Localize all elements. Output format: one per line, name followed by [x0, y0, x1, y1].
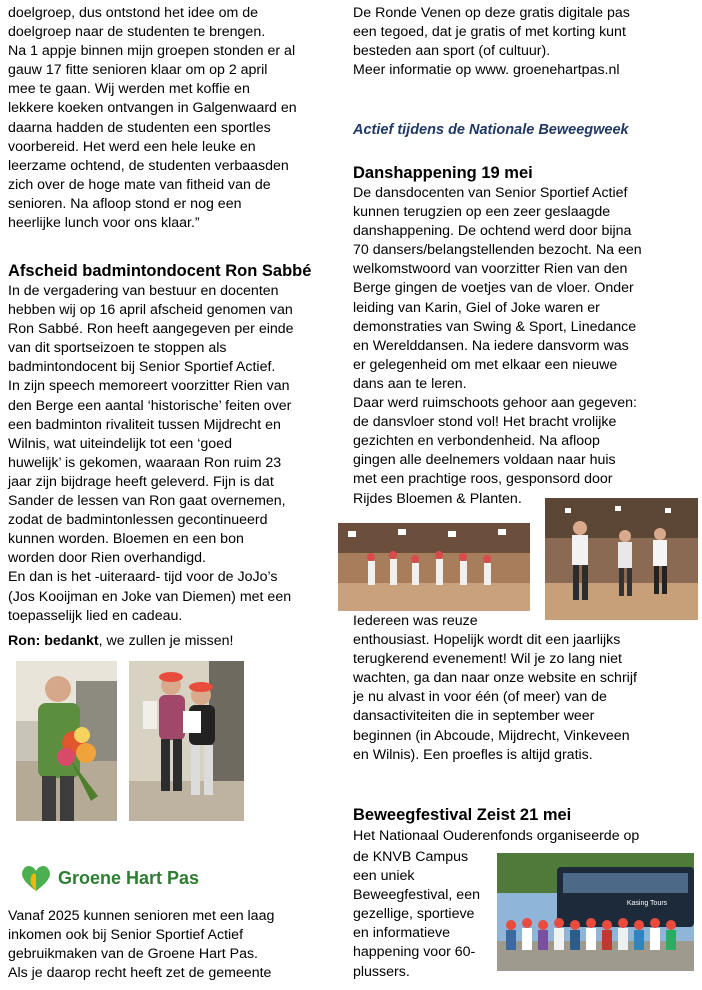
logo-text: Groene Hart Pas: [58, 867, 200, 888]
danshappening-paragraph: De dansdocenten van Senior Sportief Actief kunnen terugzien op een zeer geslaagde danshappening. De ochtend werd door bijna 70 dansers/belangstellenden bezocht. Na een welkomstwoord van voorzitter Rien van den Berge gingen de voetjes van de vloer. Onder leiding van Karin, Giel of Joke waren er demonstraties van Swing & Sport, Linedance en Werelddansen. Na iedere dansvorm was er gelegenheid om met elkaar een nieuwe dans aan te leren. Daar werd ruimschoots gehoor aan gegeven: de dansvloer stond vol! Het bracht vrolijke gezichten en verbondenheid. Na afloop gingen alle deelnemers voldaan naar huis met een prachtige roos, gesponsord door Rijdes Bloemen & Planten.: [353, 185, 642, 507]
photo-jojos: [129, 661, 244, 821]
groene-hart-pas-logo: [20, 864, 199, 892]
beweegweek-subheading: Actief tijdens de Nationale Beweegweek: [353, 122, 629, 138]
heart-logo-icon: [20, 864, 52, 892]
ghp-continued: De Ronde Venen op deze gratis digitale pas een tegoed, dat je gratis of met korting kunt besteden aan sport (of cultuur). Meer informatie op www. groenehartpas.nl: [353, 5, 630, 79]
bus-label: Kasing Tours: [626, 900, 668, 907]
closing-bold: Ron: bedankt: [8, 633, 99, 649]
intro-paragraph: doelgroep, dus ontstond het idee om de doelgroep naar de studenten te brengen. Na 1 appje binnen mijn groepen stonden er al gauw 17 fitte senioren klaar om op 2 april mee te gaan. Wij werden met koffie en lekkere koeken ontvangen in Galgenwaard en daarna hadden de studenten een sportles voorbereid. Het werd een hele leuke en leerzame ochtend, de studenten verbaasden zich over de hoge mate van fitheid van de senioren. Na afloop stond er nog een heerlijke lunch voor ons klaar.”: [8, 5, 297, 232]
closing-rest: , we zullen je missen!: [98, 633, 234, 649]
danshappening-paragraph-2: Iedereen was reuze enthousiast. Hopelijk wordt dit een jaarlijks terugkerend evenement! Wil je zo lang niet wachten, ga dan naar onze website en schrijf je nu alvast in voor één (of meer) van de dansactiviteiten die in september weer beginnen (in Abcoude, Mijdrecht, Vinkeveen en Wilnis). Een proefles is altijd gratis.: [353, 613, 637, 763]
afscheid-heading: Afscheid badmintondocent Ron Sabbé: [8, 262, 312, 280]
festival-line1: Het Nationaal Ouderenfonds organiseerde op: [353, 828, 640, 844]
photo-ron-flowers: [16, 661, 117, 821]
beweegfestival-heading: Beweegfestival Zeist 21 mei: [353, 806, 572, 824]
festival-paragraph: de KNVB Campus een uniek Beweegfestival, een gezellige, sportieve en informatieve happening voor 60- plussers.: [353, 849, 480, 980]
afscheid-paragraph: In de vergadering van bestuur en docenten hebben wij op 16 april afscheid genomen van Ron Sabbé. Ron heeft aangegeven per einde van dit sportseizoen te stoppen als badmintondocent bij Senior Sportief Actief. In zijn speech memoreert voorzitter Rien van den Berge een aantal ‘historische’ feiten over een badminton rivaliteit tussen Mijdrecht en Wilnis, wat uiteindelijk tot een ‘goed huwelijk’ is gekomen, waaraan Ron ruim 23 jaar zijn bijdrage heeft geleverd. Fijn is dat Sander de lessen van Ron gaat overnemen, zodat de badmintonlessen gecontinueerd kunnen worden. Bloemen en een bon worden door Rien overhandigd. En dan is het -uiteraard- tijd voor de JoJo’s (Jos Kooijman en Joke van Diemen) met een toepasselijk lied en cadeau.: [8, 283, 294, 624]
ghp-paragraph: Vanaf 2025 kunnen senioren met een laag inkomen ook bij Senior Sportief Actief gebruikmaken van de Groene Hart Pas. Als je daarop recht heeft zet de gemeente: [8, 908, 275, 982]
closing-line: [8, 632, 233, 651]
photo-beweegfestival: [497, 853, 694, 971]
photo-dance-hall: [338, 523, 530, 611]
danshappening-heading: Danshappening 19 mei: [353, 164, 533, 182]
photo-dancers: [545, 498, 698, 620]
